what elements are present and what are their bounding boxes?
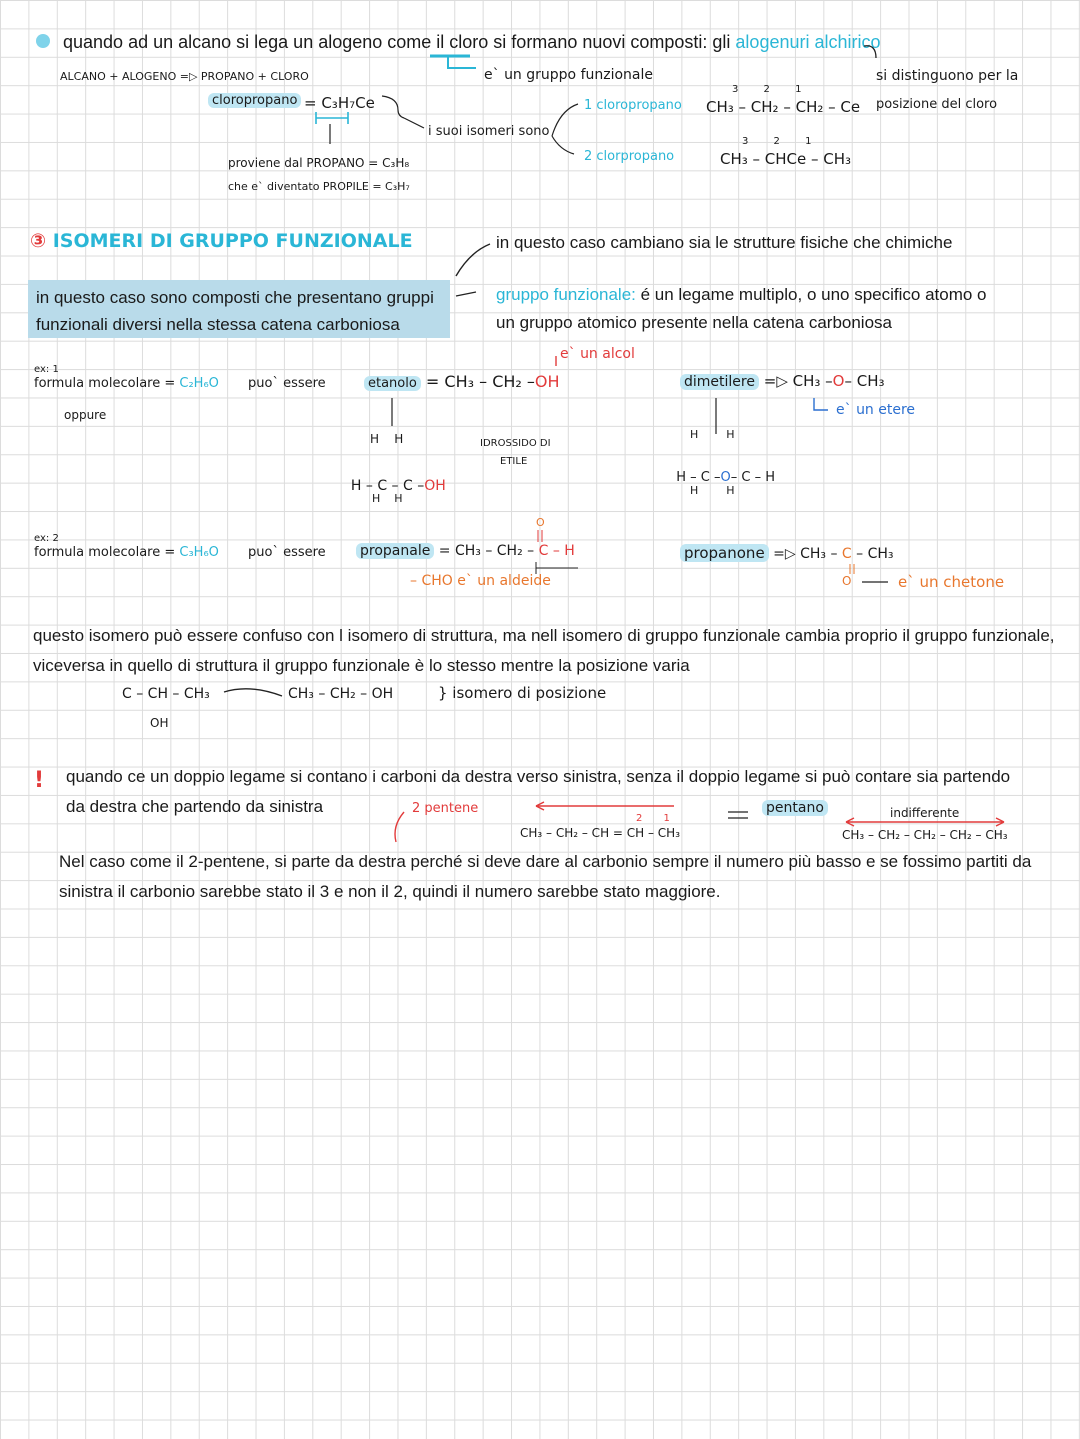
isomero-posizione: } isomero di posizione [438,684,607,702]
isomer2-formula: CH₃ – CHCe – CH₃ [720,150,852,168]
warning-line2: da destra che partendo da sinistra [66,797,324,816]
propanale-formula: = CH₃ – CH₂ – [438,543,535,559]
ex2-puo: puo` essere [248,545,326,560]
gruppo-note: e` un gruppo funzionale [484,67,653,83]
ex1-puo: puo` essere [248,376,326,391]
isomer2-branch [552,136,574,154]
ex1-formula-label: formula molecolare = [34,376,176,391]
etanolo-label: etanolo [364,376,421,391]
etere-struct-a: H – C – [676,469,721,485]
pentene-curve [395,812,404,842]
pentene-formula: CH₃ – CH₂ – CH = CH – CH₃ [520,826,681,840]
gf-text2: un gruppo atomico presente nella catena carboniosa [496,313,892,332]
etanolo-struct-chain: H – C – C – [350,477,425,494]
alcol-note: e` un alcol [560,346,635,362]
change-note: in questo caso cambiano sia le strutture fisiche che chimiche [496,233,953,252]
explanation-line1: Nel caso come il 2-pentene, si parte da destra perché si deve dare al carbonio sempre il numero più basso e se fossimo partiti da [59,852,1032,871]
ex2-formula: C₃H₆O [179,545,219,560]
proviene-line1: proviene dal PROPANO = C₃H₈ [228,156,410,170]
c3h7-bracket [316,112,348,124]
pentano-highlight: pentano [762,800,828,816]
dimetil-o: O [832,372,845,390]
change-arrow [456,244,490,276]
cho-bracket [536,562,578,574]
gf-text1: é un legame multiplo, o uno specifico atomo o [640,285,987,304]
etere-struct-top: H H [690,428,735,441]
propanone-end: – CH₃ [856,546,894,562]
cloro-arrow [448,56,476,68]
propanone-o: O [842,574,852,588]
propanale-cho: C – H [538,543,575,559]
distinguono-line1: si distinguono per la [876,68,1019,84]
cho-double-bond [538,530,542,542]
cloropropano-brace [382,96,404,118]
idrossido-line1: IDROSSIDO DI [480,438,551,449]
pentene-numbers: 2 1 [636,813,670,824]
warning-line1: quando ce un doppio legame si contano i carboni da destra verso sinistra, senza il doppio legame si può contare sia partendo [66,767,1011,786]
definition-line2: funzionali diversi nella stessa catena carboniosa [36,315,400,334]
gf-arrow [456,292,476,296]
isomer2-name: 2 clorpropano [584,149,675,164]
etanolo-struct-top: H H [370,432,404,446]
note-line1: questo isomero può essere confuso con l isomero di struttura, ma nell isomero di gruppo funzionale cambia proprio il gruppo funzionale, [33,626,1055,645]
etanolo-struct-bot: H H [372,492,403,505]
propanale-label: propanale [356,543,434,559]
ex1-oppure: oppure [64,408,107,422]
alogenuri-arrow [864,46,876,58]
propanone-formula: =▷ CH₃ – [773,546,838,562]
pentene-label: 2 pentene [412,801,479,816]
propanone-co: C [841,546,852,562]
etere-struct-bot: H H [690,484,735,497]
ex1-formula: C₂H₆O [179,376,219,391]
ex2-label: ex: 2 [34,533,59,544]
explanation-line2: sinistra il carbonio sarebbe stato il 3 e non il 2, quindi il numero sarebbe stato maggiore. [59,882,721,901]
co-double-bond [850,564,854,574]
idrossido-line2: ETILE [500,456,528,467]
aldeide-note: – CHO e` un aldeide [410,573,551,589]
bullet-term: alogenuri alchirico [735,32,881,52]
ex2-formula-label: formula molecolare = [34,545,176,560]
isomer2-numbers: 3 2 1 [742,136,812,147]
isomer1-formula: CH₃ – CH₂ – CH₂ – Ce [706,98,861,116]
dimetil-formula: =▷ CH₃ – [763,372,833,390]
propanone-label: propanone [680,544,769,562]
note-line2: viceversa in quello di struttura il gruppo funzionale è lo stesso mentre la posizione varia [33,656,690,675]
etanolo-oh: OH [534,372,560,391]
gf-label: gruppo funzionale: [496,285,636,304]
etere-struct-o: O [720,469,731,485]
bullet-sentence: quando ad un alcano si lega un alogeno come il cloro si formano nuovi composti: gli [63,32,731,52]
etere-arrow [814,398,828,410]
isomer1-numbers: 3 2 1 [732,84,802,95]
section-title-text: ISOMERI DI GRUPPO FUNZIONALE [52,230,413,252]
section-number: ③ [30,230,47,252]
isomer1-name: 1 cloropropano [584,98,682,113]
note-left-oh: OH [150,716,169,730]
chetone-note: e` un chetone [898,573,1005,591]
pentano-formula: CH₃ – CH₂ – CH₂ – CH₂ – CH₃ [842,828,1008,842]
note-left-formula: C – CH – CH₃ [122,686,210,702]
cloropropano-highlight: cloropropano [208,93,301,108]
isomeri-label: i suoi isomeri sono [428,124,550,139]
cloropropano-formula: = C₃H₇Ce [304,94,375,112]
isomer-position-arrow [224,689,282,696]
indifferente-arrow [846,818,1004,826]
isomer1-branch [552,104,578,136]
dimetil-label: dimetilere [680,374,759,390]
definition-line1: in questo caso sono composti che presentano gruppi [36,288,434,307]
isomeri-arrow [404,118,424,128]
note-right-formula: CH₃ – CH₂ – OH [288,686,394,702]
indifferente-label: indifferente [890,806,960,820]
etanolo-struct-oh: OH [424,477,446,494]
etanolo-formula: = CH₃ – CH₂ – [425,372,535,391]
dimetil-end: – CH₃ [844,372,885,390]
cho-o: O [536,516,545,529]
etere-note: e` un etere [836,402,916,418]
warning-mark: ! [34,768,45,793]
pentene-implies [728,812,748,818]
etere-struct-b: – C – H [730,469,775,485]
ex1-label: ex: 1 [34,364,59,375]
distinguono-line2: posizione del cloro [876,97,998,112]
alcano-equation: ALCANO + ALOGENO =▷ PROPANO + CLORO [60,70,309,83]
proviene-line2: che e` diventato PROPILE = C₃H₇ [228,180,410,193]
